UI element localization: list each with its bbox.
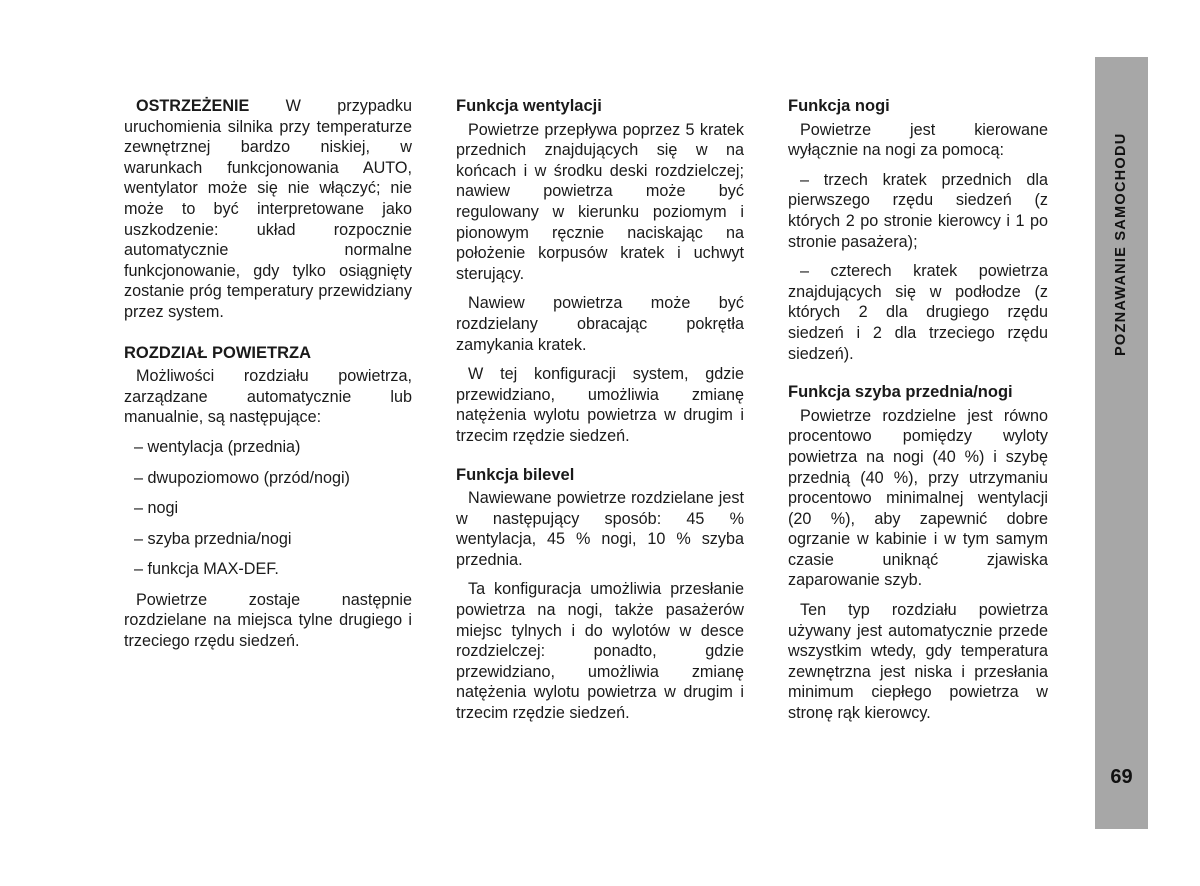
feet-paragraph-3: – czterech kratek powietrza znajdujących się w podłodze (z których 2 dla drugiego rzędu siedzeń i 2 dla trzeciego rzędu siedzeń). [788, 262, 1048, 363]
bilevel-paragraph-1: Nawiewane powietrze rozdzielane jest w następujący sposób: 45 % wentylacja, 45 % nogi, 10 % szyba przednia. [456, 489, 744, 569]
option-item: – wentylacja (przednia) [134, 437, 301, 456]
heading-ventilation: Funkcja wentylacji [456, 97, 602, 115]
distribution-outro: Powietrze zostaje następnie rozdzielane na miejsca tylne drugiego i trzeciego rzędu siedzeń. [124, 590, 412, 651]
section-title-vertical: POZNAWANIE SAMOCHODU [1113, 132, 1129, 356]
option-item: – funkcja MAX-DEF. [134, 560, 279, 579]
option-item: – dwupoziomowo (przód/nogi) [134, 468, 350, 487]
bilevel-paragraph-2: Ta konfiguracja umożliwia przesłanie powietrza na nogi, także pasażerów miejsc tylnych i do wylotów w desce rozdzielczej: ponadto, gdzie przewidziano, umożliwia zmianę natężenia wylotu powietrza w drugim i trzecim rzędzie siedzeń. [456, 580, 744, 723]
heading-windscreen-feet: Funkcja szyba przednia/nogi [788, 383, 1013, 402]
section-heading-air-distribution: ROZDZIAŁ POWIETRZA [124, 343, 311, 362]
ventilation-paragraph-2: Nawiew powietrza może być rozdzielany obracając pokrętła zamykania kratek. [456, 294, 744, 354]
feet-paragraph-2: – trzech kratek przednich dla pierwszego rzędu siedzeń (z których 2 po stronie kierowcy i 1 po stronie pasażera); [788, 170, 1048, 251]
feet-paragraph-1: Powietrze jest kierowane wyłącznie na nogi za pomocą: [788, 120, 1048, 160]
heading-feet: Funkcja nogi [788, 97, 890, 115]
distribution-intro: Możliwości rozdziału powietrza, zarządzane automatycznie lub manualnie, są następujące: [124, 367, 412, 427]
page-number: 69 [1110, 766, 1133, 788]
column-right [788, 96, 1048, 733]
column-left [124, 96, 412, 661]
ventilation-paragraph-1: Powietrze przepływa poprzez 5 kratek przednich znajdujących się w na końcach i w środku deski rozdzielczej; nawiew powietrza może być regulowany w kierunku poziomym i pionowym ręcznie naciskając na położenie korpusów kratek i uchwyt sterujący. [456, 120, 744, 283]
option-item: – nogi [134, 499, 179, 518]
column-middle [456, 96, 744, 733]
windscreen-feet-paragraph-1: Powietrze rozdzielne jest równo procentowo pomiędzy wyloty powietrza na nogi (40 %) i szybę przednią (40 %), przy utrzymaniu procentowo minimalnej wentylacji (20 %), aby zapewnić dobre ogrzanie w kabinie i w tym samym czasie uniknąć zjawiska zaparowanie szyb. [788, 406, 1048, 590]
warning-text: W przypadku uruchomienia silnika przy temperaturze zewnętrznej bardzo niskiej, w warunkach funkcjonowania AUTO, wentylator może się nie włączyć; nie może to być interpretowane jako uszkodzenie: układ rozpocznie automatycznie normalne funkcjonowanie, gdy tylko osiągnięty zostanie próg temperatury przewidziany przez system. [124, 97, 412, 321]
windscreen-feet-paragraph-2: Ten typ rozdziału powietrza używany jest automatycznie przede wszystkim wtedy, gdy temperatura zewnętrzna jest niska i przesłania minimum ciepłego powietrza w stronę rąk kierowcy. [788, 601, 1048, 723]
option-item: – szyba przednia/nogi [134, 529, 292, 548]
ventilation-paragraph-3: W tej konfiguracji system, gdzie przewidziano, umożliwia zmianę natężenia wylotu powietrza w drugim i trzecim rzędzie siedzeń. [456, 365, 744, 445]
warning-label: OSTRZEŻENIE [136, 97, 250, 115]
warning-paragraph [124, 96, 412, 323]
heading-bilevel: Funkcja bilevel [456, 465, 575, 484]
